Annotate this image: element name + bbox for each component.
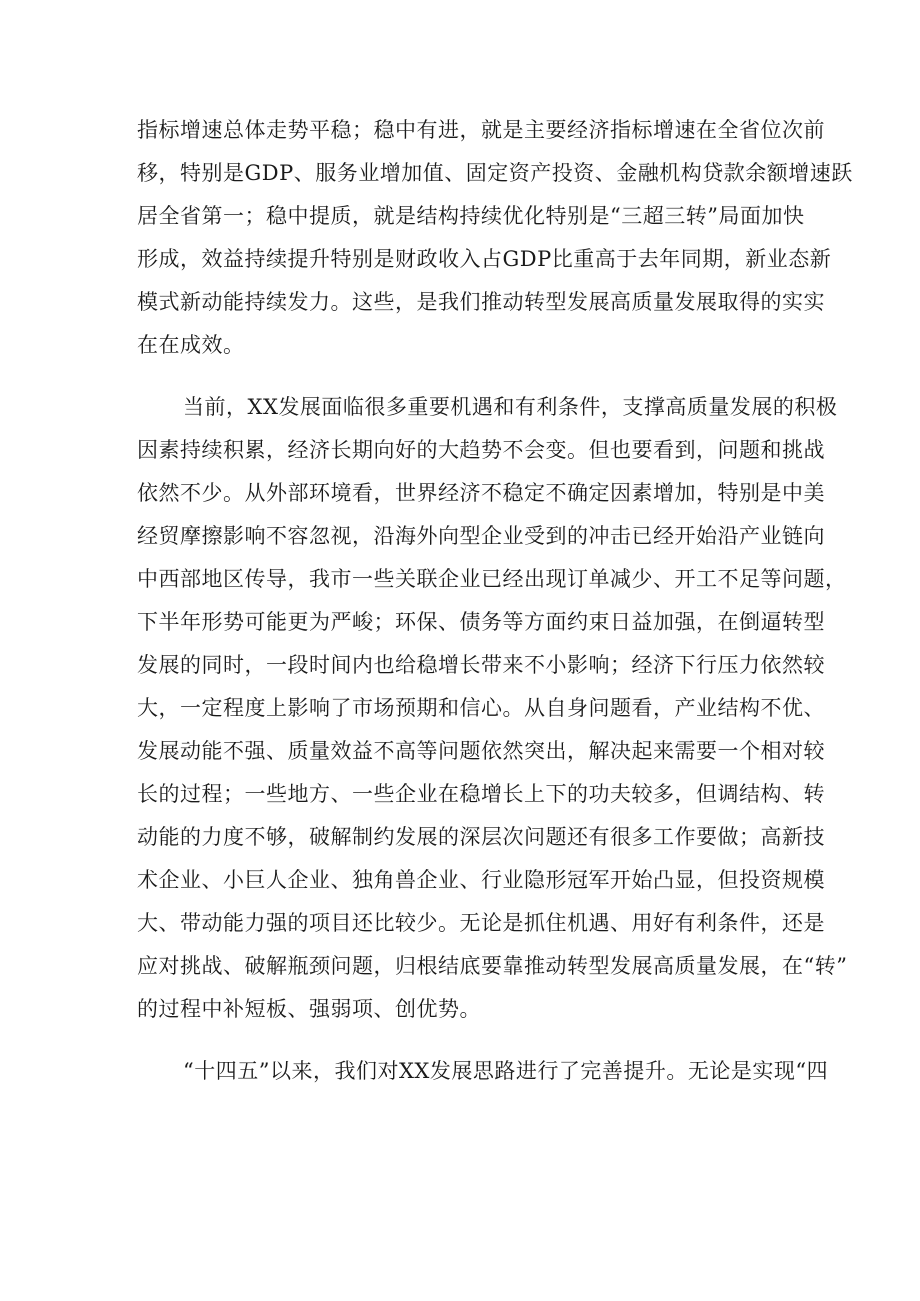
paragraph-line: 术企业、小巨人企业、独角兽企业、行业隐形冠军开始凸显，但投资规模: [137, 868, 825, 892]
paragraph-line: 移，特别是GDP、服务业增加值、固定资产投资、金融机构贷款余额增速跃: [137, 161, 853, 185]
paragraph-line: 在在成效。: [137, 333, 245, 357]
paragraph-line: 发展动能不强、质量效益不高等问题依然突出，解决起来需要一个相对较: [137, 739, 825, 763]
paragraph-line: 大、带动能力强的项目还比较少。无论是抓住机遇、用好有利条件，还是: [137, 911, 825, 935]
paragraph-line: 形成，效益持续提升特别是财政收入占GDP比重高于去年同期，新业态新: [137, 247, 832, 271]
paragraph-line: 居全省第一；稳中提质，就是结构持续优化特别是“三超三转”局面加快: [137, 204, 805, 228]
paragraph-line: 的过程中补短板、强弱项、创优势。: [137, 997, 481, 1021]
paragraph-line: 长的过程；一些地方、一些企业在稳增长上下的功夫较多，但调结构、转: [137, 782, 825, 806]
paragraph-line: 经贸摩擦影响不容忽视，沿海外向型企业受到的冲击已经开始沿产业链向: [137, 524, 825, 548]
paragraph-line: 指标增速总体走势平稳；稳中有进，就是主要经济指标增速在全省位次前: [137, 118, 825, 142]
paragraph-line: 模式新动能持续发力。这些，是我们推动转型发展高质量发展取得的实实: [137, 290, 825, 314]
paragraph-line: “十四五”以来，我们对XX发展思路进行了完善提升。无论是实现“四: [183, 1059, 829, 1083]
paragraph-line: 依然不少。从外部环境看，世界经济不稳定不确定因素增加，特别是中美: [137, 481, 825, 505]
paragraph-line: 当前，XX发展面临很多重要机遇和有利条件，支撑高质量发展的积极: [183, 395, 838, 419]
paragraph-line: 动能的力度不够，破解制约发展的深层次问题还有很多工作要做；高新技: [137, 825, 825, 849]
paragraph-line: 下半年形势可能更为严峻；环保、债务等方面约束日益加强，在倒逼转型: [137, 610, 825, 634]
paragraph-line: 大，一定程度上影响了市场预期和信心。从自身问题看，产业结构不优、: [137, 696, 825, 720]
paragraph-line: 应对挑战、破解瓶颈问题，归根结底要靠推动转型发展高质量发展，在“转”: [137, 954, 848, 978]
paragraph-line: 发展的同时，一段时间内也给稳增长带来不小影响；经济下行压力依然较: [137, 653, 825, 677]
paragraph-line: 中西部地区传导，我市一些关联企业已经出现订单减少、开工不足等问题，: [137, 567, 847, 591]
paragraph-line: 因素持续积累，经济长期向好的大趋势不会变。但也要看到，问题和挑战: [137, 438, 825, 462]
